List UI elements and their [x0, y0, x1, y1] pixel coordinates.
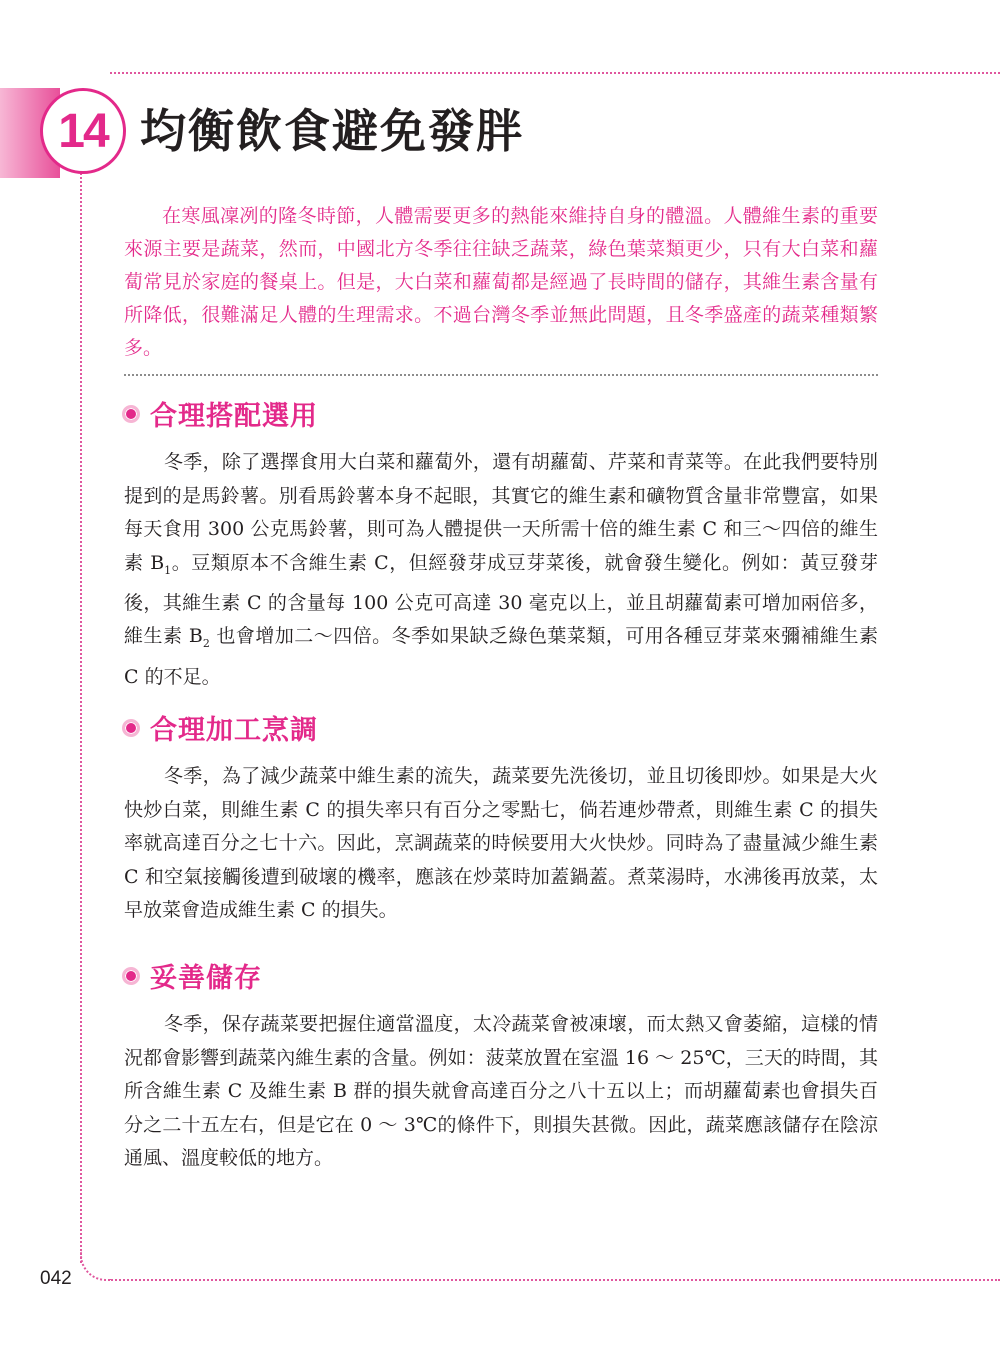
section-body-1-part-1: 冬季，除了選擇食用大白菜和蘿蔔外，還有胡蘿蔔、芹菜和青菜等。在此我們要特別提到的是馬鈴薯。別看馬鈴薯本身不起眼，其實它的維生素和礦物質含量非常豐富，如果每天食用 300 公克馬鈴薯，則可為人體提供一天所需十倍的維生素 C 和三～四倍的維生素 B	[124, 451, 878, 574]
page-number: 042	[40, 1268, 72, 1289]
section-body-1	[124, 446, 878, 694]
section-heading-3-text: 妥善儲存	[150, 963, 262, 994]
section-heading-2-text: 合理加工烹調	[150, 715, 318, 746]
section-heading-2	[122, 708, 318, 747]
subscript-1: 1	[164, 563, 172, 577]
bullet-icon	[122, 405, 140, 423]
section-body-2: 冬季，為了減少蔬菜中維生素的流失，蔬菜要先洗後切，並且切後即炒。如果是大火快炒白菜，則維生素 C 的損失率只有百分之零點七，倘若連炒帶煮，則維生素 C 的損失率就高達百分之七十六。因此，烹調蔬菜的時候要用大火快炒。同時為了盡量減少維生素 C 和空氣接觸後遭到破壞的機率，應該在炒菜時加蓋鍋蓋。煮菜湯時，水沸後再放菜，太早放菜會造成維生素 C 的損失。	[124, 765, 878, 921]
intro-paragraph: 在寒風凜冽的隆冬時節，人體需要更多的熱能來維持自身的體溫。人體維生素的重要來源主要是蔬菜，然而，中國北方冬季往往缺乏蔬菜，綠色葉菜類更少，只有大白菜和蘿蔔常見於家庭的餐桌上。但是，大白菜和蘿蔔都是經過了長時間的儲存，其維生素含量有所降低，很難滿足人體的生理需求。不過台灣冬季並無此問題，且冬季盛產的蔬菜種類繁多。	[124, 205, 878, 359]
chapter-number-badge	[40, 88, 126, 174]
section-heading-1-text: 合理搭配選用	[150, 401, 318, 432]
section-body-1-part-2: 。豆類原本不含維生素 C，但經發芽成豆芽菜後，就會發生變化。例如：黃豆發芽後，其維生素 C 的含量每 100 公克可高達 30 毫克以上，並且胡蘿蔔素可增加兩倍多，維生素 B	[124, 551, 878, 648]
subscript-2: 2	[202, 637, 210, 651]
section-heading-3	[122, 956, 262, 995]
frame-left-border	[80, 170, 82, 1263]
chapter-title: 均衡飲食避免發胖	[140, 104, 524, 158]
frame-bottom-border	[108, 1279, 1000, 1281]
bullet-icon	[122, 719, 140, 737]
section-divider	[124, 374, 878, 376]
chapter-number: 14	[58, 104, 108, 158]
frame-top-border	[110, 72, 1000, 74]
bullet-icon	[122, 967, 140, 985]
frame-bottom-corner	[80, 1249, 112, 1281]
section-heading-1	[122, 394, 318, 433]
section-body-1-part-3: 也會增加二～四倍。冬季如果缺乏綠色葉菜類，可用各種豆芽菜來彌補維生素 C 的不足。	[124, 625, 878, 688]
section-body-3: 冬季，保存蔬菜要把握住適當溫度，太冷蔬菜會被凍壞，而太熱又會萎縮，這樣的情況都會影響到蔬菜內維生素的含量。例如：菠菜放置在室溫 16 ～ 25℃，三天的時間，其所含維生素 C 及維生素 B 群的損失就會高達百分之八十五以上；而胡蘿蔔素也會損失百分之二十五左右，但是它在 0 ～ 3℃的條件下，則損失甚微。因此，蔬菜應該儲存在陰涼通風、溫度較低的地方。	[124, 1013, 878, 1169]
